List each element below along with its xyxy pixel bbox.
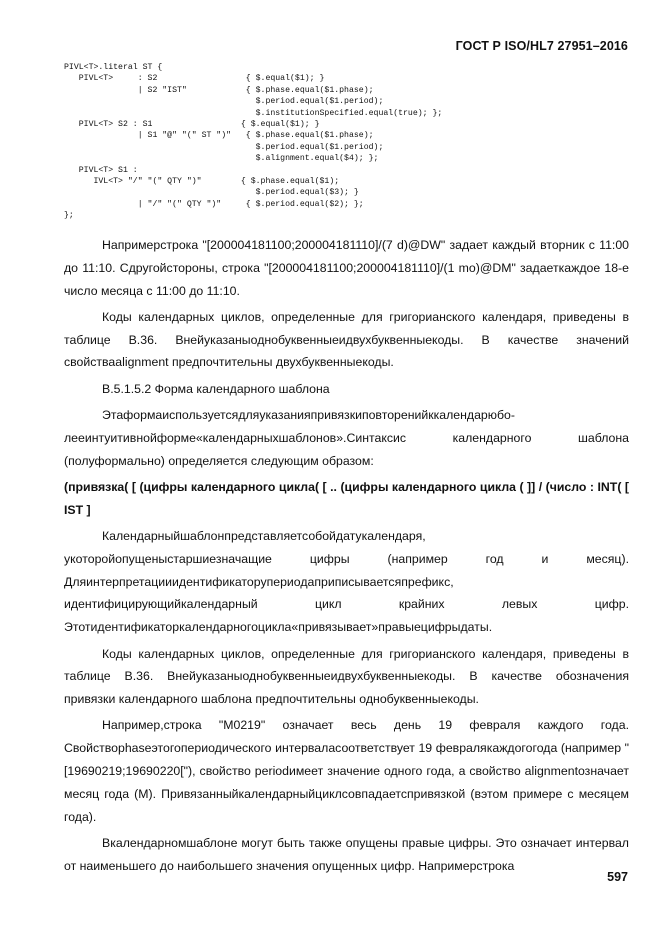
code-line: PIVL<T> S2 : S1 { $.equal($1); } [64, 119, 320, 129]
code-line: PIVL<T> S1 : [64, 165, 138, 175]
paragraph: Напримерстрока "[200004181100;200004181110]/(7 d)@DW" задает каждый вторник с 11:00 до 11:10. Сдругойстороны, строка "[200004181100;200004181110]/(1 mo)@DM" задаеткаждое 18-е число месяца с 11:00 до 11:10. [64, 238, 629, 298]
code-line: $.alignment.equal($4); }; [64, 154, 379, 164]
page-number: 597 [607, 870, 628, 884]
paragraph: Этаформаиспользуетсядляуказанияпривязкиповторенийккалендарюбо-леeинтуитивнойформе«календарныхшаблонов».Синтаксис календарного шаблона (полуформально) определяется следующим образом: [64, 408, 629, 468]
code-line: $.period.equal($1.period); [64, 142, 384, 152]
code-line: }; [64, 211, 74, 221]
code-line: | S1 "@" "(" ST ")" { $.phase.equal($1.phase); [64, 131, 374, 141]
code-line: IVL<T> "/" "(" QTY ")" { $.phase.equal($1); [64, 176, 340, 186]
paragraph: Коды календарных циклов, определенные для григорианского календаря, приведены в таблице В.36. Внейуказаныоднобуквенныеидвухбуквенныекоды. В качестве значений свойстваalignment предпочтительны двухбуквенныекоды. [64, 309, 629, 370]
paragraph: Календарныйшаблонпредставляетсобойдатукалендаря, укоторойопущеныстаршиезначащие цифры (например год и месяц). Дляинтерпретацииидентификаторупериодаприписываетсяпрефикс, идентифицирующийкалендарный цикл крайних левых цифр. Этотидентификаторкалендарногоцикла«привязывает»правыецифрыдаты. [64, 529, 629, 635]
code-line: | S2 "IST" { $.phase.equal($1.phase); [64, 85, 374, 95]
syntax-definition: (привязка( [ (цифры календарного цикла( [ .. (цифры календарного цикла ( ]] / (число : INT( [ IST ] [64, 479, 629, 517]
code-line: $.institutionSpecified.equal(true); }; [64, 108, 443, 118]
code-line: PIVL<T> : S2 { $.equal($1); } [64, 74, 325, 84]
code-line: | "/" "(" QTY ")" { $.period.equal($2); }; [64, 199, 364, 209]
code-line: $.period.equal($3); } [64, 188, 359, 198]
code-block [64, 62, 624, 221]
code-line: $.period.equal($1.period); [64, 97, 384, 107]
paragraph: Вкалендарномшаблоне могут быть также опущены правые цифры. Это означает интервал от наименьшего до наибольшего значения опущенных цифр. Напримерстрока [64, 835, 629, 873]
code-line: PIVL<T>.literal ST { [64, 63, 163, 72]
standard-header: ГОСТ Р ISO/HL7 27951–2016 [455, 39, 628, 53]
paragraph: Например,строка "M0219" означает весь день 19 февраля каждого года. Свойствоphaseэтогопериодического интерваласоответствует 19 февралякаждогогода (например "[19690219;19690220["), свойство periodимеет значение одного года, а свойство alignmentозначает месяц года (M). Привязанныйкалендарныйциклсовпадаетспривязкой (вэтом примере с месяцем года). [64, 718, 629, 824]
body-text [64, 234, 629, 881]
section-heading: В.5.1.5.2 Форма календарного шаблона [102, 381, 330, 396]
paragraph: Коды календарных циклов, определенные для григорианского календаря, приведены в таблице В.36. Внейуказаныоднобуквенныеидвухбуквенныекоды. В качестве обозначения привязки календарного шаблона предпочтительны однобуквенныекоды. [64, 646, 629, 707]
